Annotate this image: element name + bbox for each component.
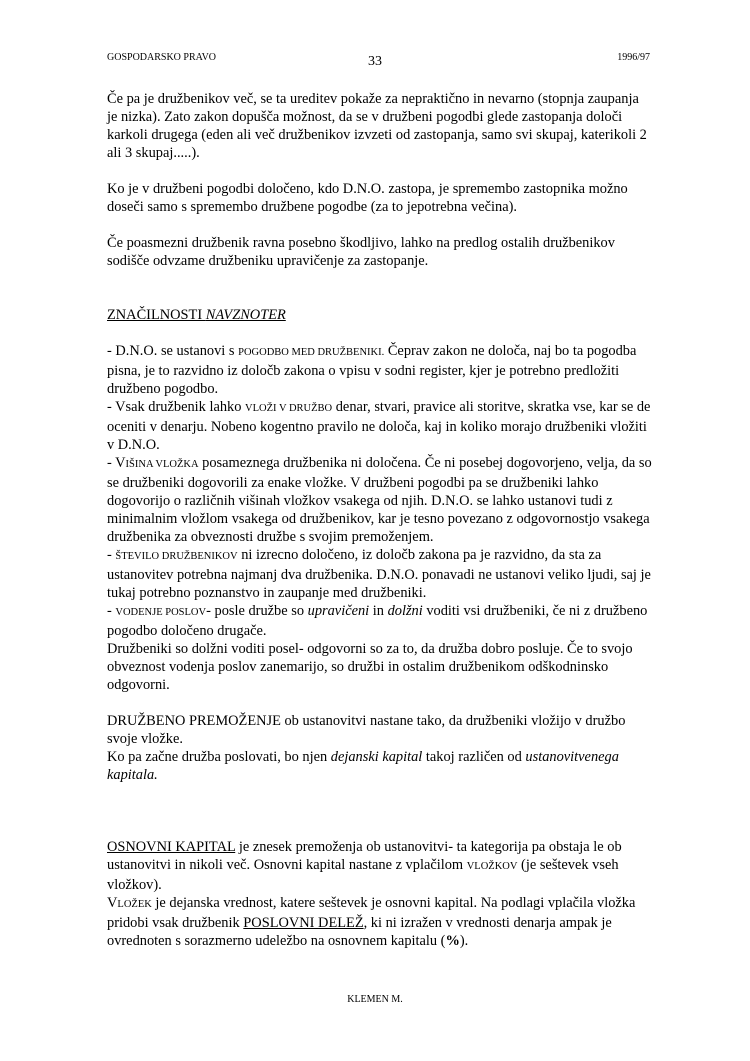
item-contribution-amount: - VIŠINA VLOŽKA posameznega družbenika ni določena. Če ni posebej dogovorjeno, velja, da so se družbeniki dogovorili za enake vložke. V družbeni pogodbi pa se družbeniki lahko dogovorijo o različnih višinah vložkov vsakega od njih. D.N.O. se lahko ustanovi tudi z minimalnim vložlom vsakega od družbenikov, kar je tesno povezano z odgovornostjo vsakega družbenika za obveznosti družbe s svojim premoženjem. (107, 455, 652, 545)
paragraph-contribution: VLOŽEK je dejanska vrednost, katere seštevek je osnovni kapital. Na podlagi vplačila vložka pridobi vsak družbenik POSLOVNI DELEŽ, ki ni izražen v vrednosti denarja ampak je ovrednoten s sorazmerno udeležbo na osnovnem kapitalu (%). (107, 895, 636, 949)
paragraph-duties: Družbeniki so dolžni voditi posel- odgovorni so za to, da družba dobro posluje. Če to svojo obveznost vodenja poslov zanemarijo, so družbi in ostalim družbenikom odškodninsko odgovorni. (107, 641, 633, 693)
item-management: - VODENJE POSLOV- posle družbe so upravičeni in dolžni voditi vsi družbeniki, če ni z družbeno pogodbo določeno drugače. (107, 603, 648, 639)
paragraph-3: Če poasmezni družbenik ravna posebno škodljivo, lahko na predlog ostalih družbenikov sodišče odvzame družbeniku upravičenje za zastopanje. (107, 235, 615, 269)
paragraph-company-assets: DRUŽBENO PREMOŽENJE ob ustanovitvi nastane tako, da družbeniki vložijo v družbo svoje vložke. (107, 713, 626, 747)
paragraph-share-capital: OSNOVNI KAPITAL je znesek premoženja ob ustanovitvi- ta kategorija pa obstaja le ob ustanovitvi in nikoli več. Osnovni kapital nastane z vplačilom VLOŽKOV (je seštevek vseh vložkov). (107, 839, 622, 893)
header-left: GOSPODARSKO PRAVO (107, 52, 217, 63)
document-body (107, 90, 652, 950)
paragraph-actual-capital: Ko pa začne družba poslovati, bo njen dejanski kapital takoj različen od ustanovitvenega kapitala. (107, 749, 619, 783)
footer-author: KLEMEN M. (347, 994, 403, 1005)
item-contributions: - Vsak družbenik lahko VLOŽI V DRUŽBO denar, stvari, pravice ali storitve, skratka vse, kar se de oceniti v denarju. Nobeno kogentno pravilo ne določa, kaj in koliko morajo družbeniki vložiti v D.N.O. (107, 399, 651, 453)
section-heading (107, 306, 652, 324)
item-contract: - D.N.O. se ustanovi s POGODBO MED DRUŽBENIKI. Čeprav zakon ne določa, naj bo ta pogodba pisna, je to razvidno iz določb zakona o vpisu v sodni register, kjer je potrebno predložiti družbeno pogodbo. (107, 343, 637, 397)
heading-text: ZNAČILNOSTI NAVZNOTER (107, 307, 286, 323)
header-right: 1996/97 (617, 52, 650, 63)
paragraph-2: Ko je v družbeni pogodbi določeno, kdo D.N.O. zastopa, je spremembo zastopnika možno doseči samo s spremembo družbene pogodbe (za to jepotrebna večina). (107, 181, 628, 215)
paragraph-1: Če pa je družbenikov več, se ta ureditev pokaže za nepraktično in nevarno (stopnja zaupanja je nizka). Zato zakon dopušča možnost, da se v družbeni pogodbi glede zastopanja določi karkoli drugega (eden ali več družbenikov izvzeti od zastopanja, samo svi skupaj, katerikoli 2 ali 3 skupaj.....). (107, 91, 647, 161)
page-number: 33 (368, 54, 382, 69)
item-partner-count: - ŠTEVILO DRUŽBENIKOV ni izrecno določeno, iz določb zakona pa je razvidno, da sta za ustanovitev potrebna najmanj dva družbenika. D.N.O. ponavadi ne ustanovi veliko ljudi, saj je tukaj potrebno poznanstvo in zaupanje med družbeniki. (107, 547, 651, 601)
